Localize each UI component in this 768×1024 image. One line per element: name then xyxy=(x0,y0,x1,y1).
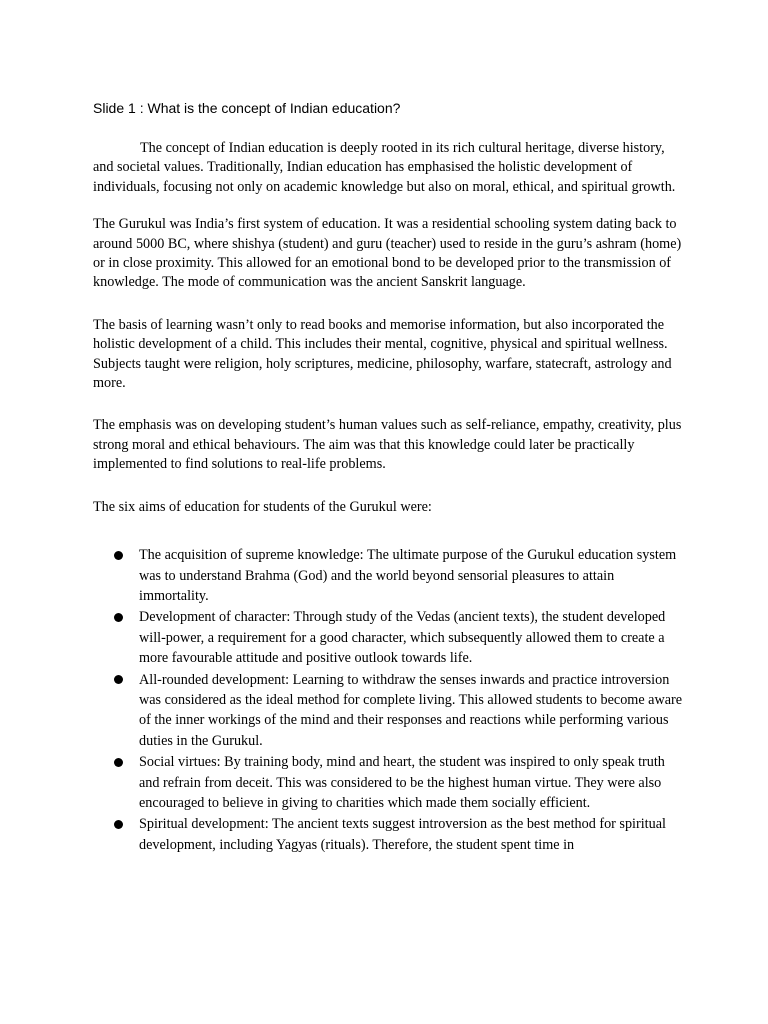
list-item xyxy=(93,545,683,606)
list-item xyxy=(93,670,683,752)
list-item xyxy=(93,814,683,855)
paragraph-basis-of-learning: The basis of learning wasn’t only to read books and memorise information, but also incorporated the holistic development of a child. This includes their mental, cognitive, physical and spiritual wellness. Subjects taught were religion, holy scriptures, medicine, philosophy, warfare, statecraft, astrology and more. xyxy=(93,316,672,392)
bullet-dot-icon xyxy=(114,758,123,767)
list-item-text: Spiritual development: The ancient texts suggest introversion as the best method for spiritual development, including Yagyas (rituals). Therefore, the student spent time in xyxy=(139,816,666,853)
aims-list xyxy=(93,545,683,855)
list-item xyxy=(93,607,683,668)
list-item-text: All-rounded development: Learning to withdraw the senses inwards and practice introversion was considered as the ideal method for complete living. This allowed students to become aware of the inner workings of the mind and their responses and reactions while performing various duties in the Gurukul. xyxy=(139,671,683,749)
bullet-dot-icon xyxy=(114,613,123,622)
bullet-dot-icon xyxy=(114,551,123,560)
paragraph-gurukul: The Gurukul was India’s first system of education. It was a residential schooling system dating back to around 5000 BC, where shishya (student) and guru (teacher) used to reside in the guru’s ashram (home) or in close proximity. This allowed for an emotional bond to be developed prior to the transmission of knowledge. The mode of communication was the ancient Sanskrit language. xyxy=(93,216,682,291)
list-item xyxy=(93,752,683,813)
bullet-dot-icon xyxy=(114,675,123,684)
bullet-dot-icon xyxy=(114,820,123,829)
paragraph-six-aims-intro: The six aims of education for students of the Gurukul were: xyxy=(93,498,432,515)
document-page xyxy=(93,99,683,856)
list-item-text: Social virtues: By training body, mind and heart, the student was inspired to only speak truth and refrain from deceit. This was considered to be the highest human virtue. They were also encouraged to believe in giving to charities which made them socially efficient. xyxy=(139,754,665,811)
list-item-text: The acquisition of supreme knowledge: The ultimate purpose of the Gurukul education system was to understand Brahma (God) and the world beyond sensorial pleasures to attain immortality. xyxy=(139,547,677,604)
paragraph-concept: The concept of Indian education is deeply rooted in its rich cultural heritage, diverse history, and societal values. Traditionally, Indian education has emphasised the holistic development of individuals, focusing not only on academic knowledge but also on moral, ethical, and spiritual growth. xyxy=(93,140,676,195)
list-item-text: Development of character: Through study of the Vedas (ancient texts), the student developed will-power, a requirement for a good character, which subsequently allowed them to create a more favourable attitude and positive outlook towards life. xyxy=(139,609,666,667)
paragraph-emphasis: The emphasis was on developing student’s human values such as self-reliance, empathy, creativity, plus strong moral and ethical behaviours. The aim was that this knowledge could later be practically implemented to find solutions to real-life problems. xyxy=(93,417,682,473)
slide-heading: Slide 1 : What is the concept of Indian education? xyxy=(93,100,401,116)
